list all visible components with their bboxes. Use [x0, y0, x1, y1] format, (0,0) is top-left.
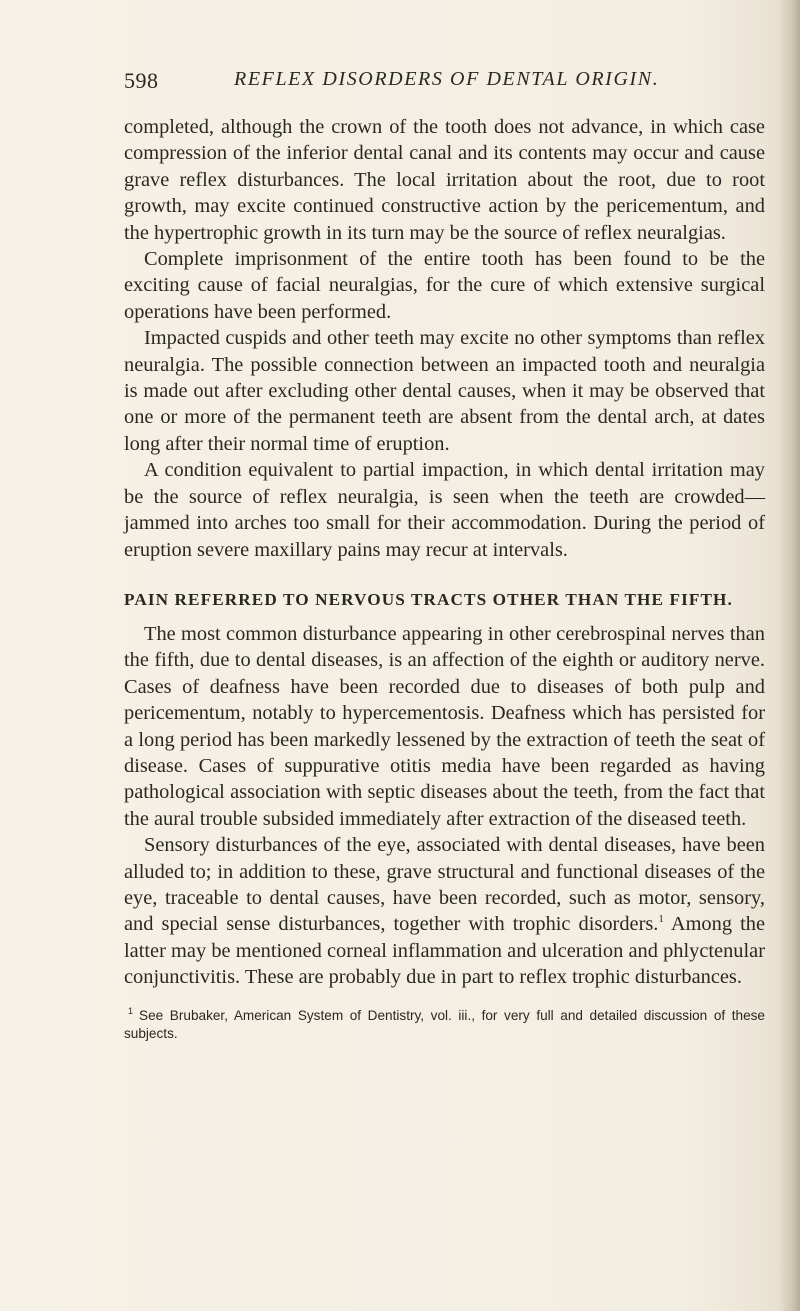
paragraph-continued: completed, although the crown of the tooth does not advance, in which case compression of the inferior dental canal and its contents may occur and cause grave reflex disturbances. The local irritation about the root, due to root growth, may excite continued constructive action by the pericementum, and the hypertrophic growth in its turn may be the source of reflex neuralgias. [124, 116, 765, 244]
footnote-reference: 1 [658, 913, 664, 926]
section-heading: PAIN REFERRED TO NERVOUS TRACTS OTHER THAN THE FIFTH. [124, 589, 733, 609]
running-title: REFLEX DISORDERS OF DENTAL ORIGIN. [234, 68, 660, 90]
paragraph-eye-text-part-2: Among the latter may be mentioned corneal inflammation and ulceration and phlyctenular conjunctivitis. These are probably due in part to reflex trophic disturbances. [124, 913, 766, 989]
paragraph-auditory-nerve: The most common disturbance appearing in other cerebrospinal nerves than the fifth, due to dental diseases, is an affection of the eighth or auditory nerve. Cases of deafness have been recorded due to diseases of both pulp and pericementum, notably to hypercementosis. Deafness which has persisted for a long period has been markedly lessened by the extraction of teeth the seat of disease. Cases of suppurative otitis media have been regarded as having pathological association with septic diseases about the teeth, from the fact that the aural trouble subsided immediately after extraction of the diseased teeth. [124, 622, 765, 830]
paragraph-eye-disturbances [124, 832, 765, 990]
paragraph-partial-impaction: A condition equivalent to partial impaction, in which dental irritation may be the source of reflex neuralgia, is seen when the teeth are crowded—jammed into arches too small for their accommodation. During the period of eruption severe maxillary pains may recur at intervals. [124, 459, 765, 561]
paragraph-imprisonment: Complete imprisonment of the entire tooth has been found to be the exciting cause of facial neuralgias, for the cure of which extensive surgical operations have been performed. [124, 248, 765, 323]
paragraph-eye-text-part-1: Sensory disturbances of the eye, associated with dental diseases, have been alluded to; in addition to these, grave structural and functional diseases of the eye, traceable to dental causes, have been recorded, such as motor, sensory, and special sense disturbances, together with trophic disorders. [124, 834, 765, 936]
footnote-marker: 1 [128, 1006, 134, 1017]
running-head [124, 68, 764, 102]
page-edge-shadow [778, 0, 800, 1311]
body-text [124, 114, 765, 1043]
footnote [124, 1007, 765, 1043]
paragraph-impacted-cuspids: Impacted cuspids and other teeth may excite no other symptoms than reflex neuralgia. The possible connection between an impacted tooth and neuralgia is made out after excluding other dental causes, when it may be observed that one or more of the permanent teeth are absent from the dental arch, at dates long after their normal time of eruption. [124, 327, 765, 455]
footnote-text: See Brubaker, American System of Dentistry, vol. iii., for very full and detailed discussion of these subjects. [124, 1007, 765, 1041]
page-number: 598 [124, 68, 159, 93]
